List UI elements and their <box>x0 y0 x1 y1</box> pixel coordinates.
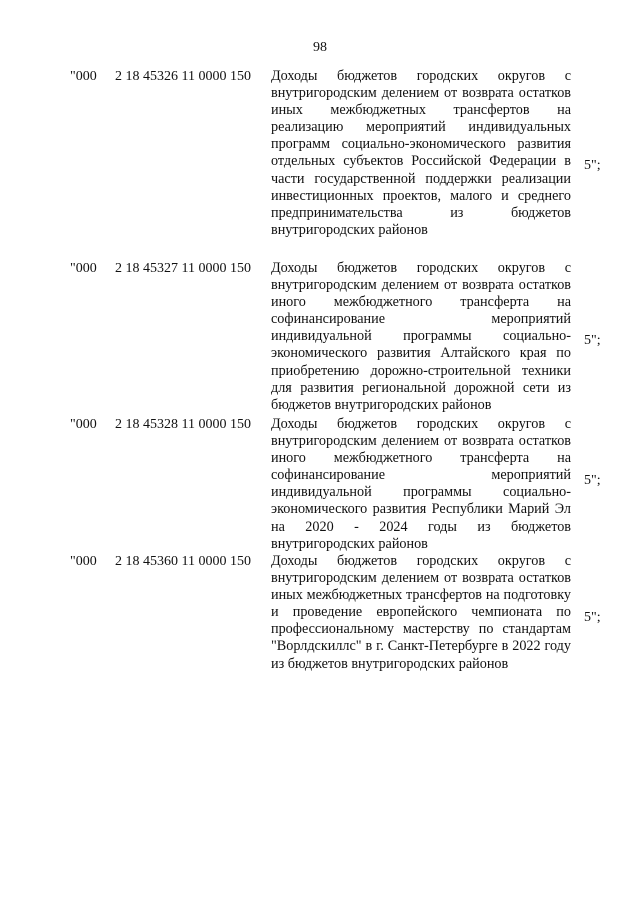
row-description: Доходы бюджетов городских округов с внутригородским делением от возврата остатков иного межбюджетного трансферта на софинансирование мероприятий индивидуальной программы социально-экономического развития Республики Марий Эл на 2020 - 2024 годы из бюджетов внутригородских районов <box>271 416 571 552</box>
row-description: Доходы бюджетов городских округов с внутригородским делением от возврата остатков иных межбюджетных трансфертов на подготовку и проведение европейского чемпионата по профессиональному мастерству по стандартам "Ворлдскиллс" в г. Санкт-Петербурге в 2022 году из бюджетов внутригородских районов <box>271 553 571 672</box>
row-code-prefix: "000 <box>70 417 97 432</box>
row-norm: 5"; <box>584 610 601 625</box>
page-number: 98 <box>313 40 327 55</box>
row-code-prefix: "000 <box>70 554 97 569</box>
row-norm: 5"; <box>584 333 601 348</box>
row-code-prefix: "000 <box>70 69 97 84</box>
row-budget-code: 2 18 45328 11 0000 150 <box>115 417 251 432</box>
row-budget-code: 2 18 45327 11 0000 150 <box>115 261 251 276</box>
row-budget-code: 2 18 45326 11 0000 150 <box>115 69 251 84</box>
row-description: Доходы бюджетов городских округов с внутригородским делением от возврата остатков иных межбюджетных трансфертов на реализацию мероприятий индивидуальных программ социально-экономического развития отдельных субъектов Российской Федерации в части государственной поддержки реализации инвестиционных проектов, малого и среднего предпринимательства из бюджетов внутригородских районов <box>271 68 571 238</box>
row-code-prefix: "000 <box>70 261 97 276</box>
row-budget-code: 2 18 45360 11 0000 150 <box>115 554 251 569</box>
row-norm: 5"; <box>584 158 601 173</box>
row-description: Доходы бюджетов городских округов с внутригородским делением от возврата остатков иного межбюджетного трансферта на софинансирование мероприятий индивидуальной программы социально-экономического развития Алтайского края по приобретению дорожно-строительной техники для развития региональной дорожной сети из бюджетов внутригородских районов <box>271 260 571 413</box>
row-norm: 5"; <box>584 473 601 488</box>
